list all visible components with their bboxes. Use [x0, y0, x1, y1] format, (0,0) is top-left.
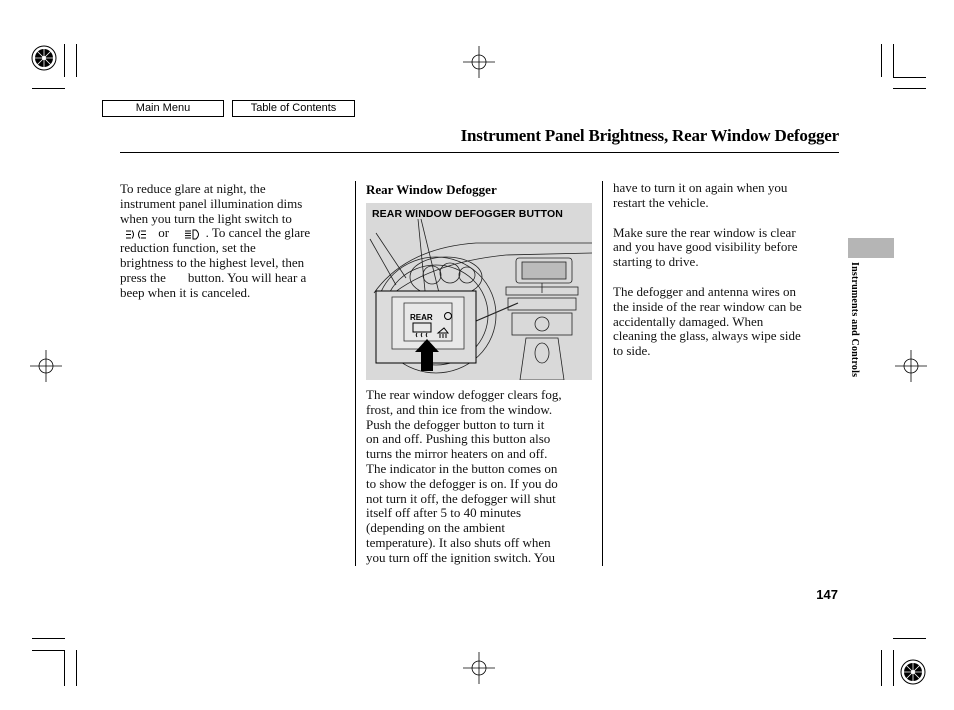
text-line: to show the defogger is on. If you do	[366, 475, 558, 491]
text-line: The defogger and antenna wires on	[613, 283, 797, 299]
figure-label: REAR WINDOW DEFOGGER BUTTON	[372, 208, 563, 220]
text-or: or	[158, 225, 170, 241]
registration-crosshair-icon	[463, 46, 495, 78]
section-heading: Rear Window Defogger	[366, 182, 497, 197]
dashboard-illustration	[366, 203, 592, 380]
middle-paragraph	[366, 388, 598, 566]
registration-crosshair-icon	[895, 350, 927, 382]
page-title: Instrument Panel Brightness, Rear Window Defogger	[460, 126, 839, 145]
column-divider	[602, 181, 603, 566]
registration-crosshair-icon	[463, 652, 495, 684]
text-line: brightness to the highest level, then	[120, 254, 305, 270]
text-line: and you have good visibility before	[613, 239, 798, 255]
text-line: on and off. Pushing this button also	[366, 431, 551, 447]
defogger-figure	[366, 203, 592, 380]
text-line: when you turn the light switch to	[120, 210, 292, 226]
text-line: (depending on the ambient	[366, 520, 505, 536]
text-line: To reduce glare at night, the	[120, 181, 266, 196]
text-line: restart the vehicle.	[613, 194, 709, 210]
column-divider	[355, 181, 356, 566]
text-line-with-gap	[120, 271, 350, 286]
text-fragment: press the	[120, 269, 166, 285]
text-line: temperature). It also shuts off when	[366, 534, 551, 550]
registration-burst-icon	[30, 44, 58, 72]
text-line: Push the defogger button to turn it	[366, 416, 545, 432]
text-line: accidentally damaged. When	[613, 313, 764, 329]
main-menu-button[interactable]: Main Menu	[102, 100, 224, 117]
rear-button-label: REAR	[410, 313, 433, 322]
right-column	[613, 181, 843, 359]
section-tab	[848, 238, 894, 258]
text-line: itself off after 5 to 40 minutes	[366, 505, 522, 521]
text-line: starting to drive.	[613, 254, 699, 270]
title-rule	[120, 152, 839, 153]
section-side-label: Instruments and Controls	[849, 262, 860, 378]
registration-crosshair-icon	[30, 350, 62, 382]
registration-burst-icon	[899, 658, 927, 686]
text-line: cleaning the glass, always wipe side	[613, 328, 801, 344]
text-line: The rear window defogger clears fog,	[366, 387, 562, 402]
text-line: reduction function, set the	[120, 240, 256, 256]
text-line: not turn it off, the defogger will shut	[366, 490, 556, 506]
text-line: instrument panel illumination dims	[120, 195, 303, 211]
text-line: turns the mirror heaters on and off.	[366, 446, 548, 462]
headlights-icon	[184, 229, 202, 240]
table-of-contents-button[interactable]: Table of Contents	[232, 100, 355, 117]
text-fragment: button. You will hear a	[187, 269, 307, 285]
page-number: 147	[816, 587, 838, 602]
text-line: the inside of the rear window can be	[613, 298, 802, 314]
text-line: frost, and thin ice from the window.	[366, 401, 553, 417]
text-line: have to turn it on again when you	[613, 180, 788, 195]
text-line-rest: . To cancel the glare	[205, 225, 311, 241]
text-line-with-icons	[120, 226, 350, 241]
parking-lights-icon	[125, 229, 147, 240]
text-line: Make sure the rear window is clear	[613, 224, 796, 240]
text-line: to side.	[613, 343, 651, 359]
text-line: you turn off the ignition switch. You	[366, 549, 555, 565]
text-line: beep when it is canceled.	[120, 284, 251, 300]
text-line: The indicator in the button comes on	[366, 460, 558, 476]
left-column	[120, 182, 350, 300]
